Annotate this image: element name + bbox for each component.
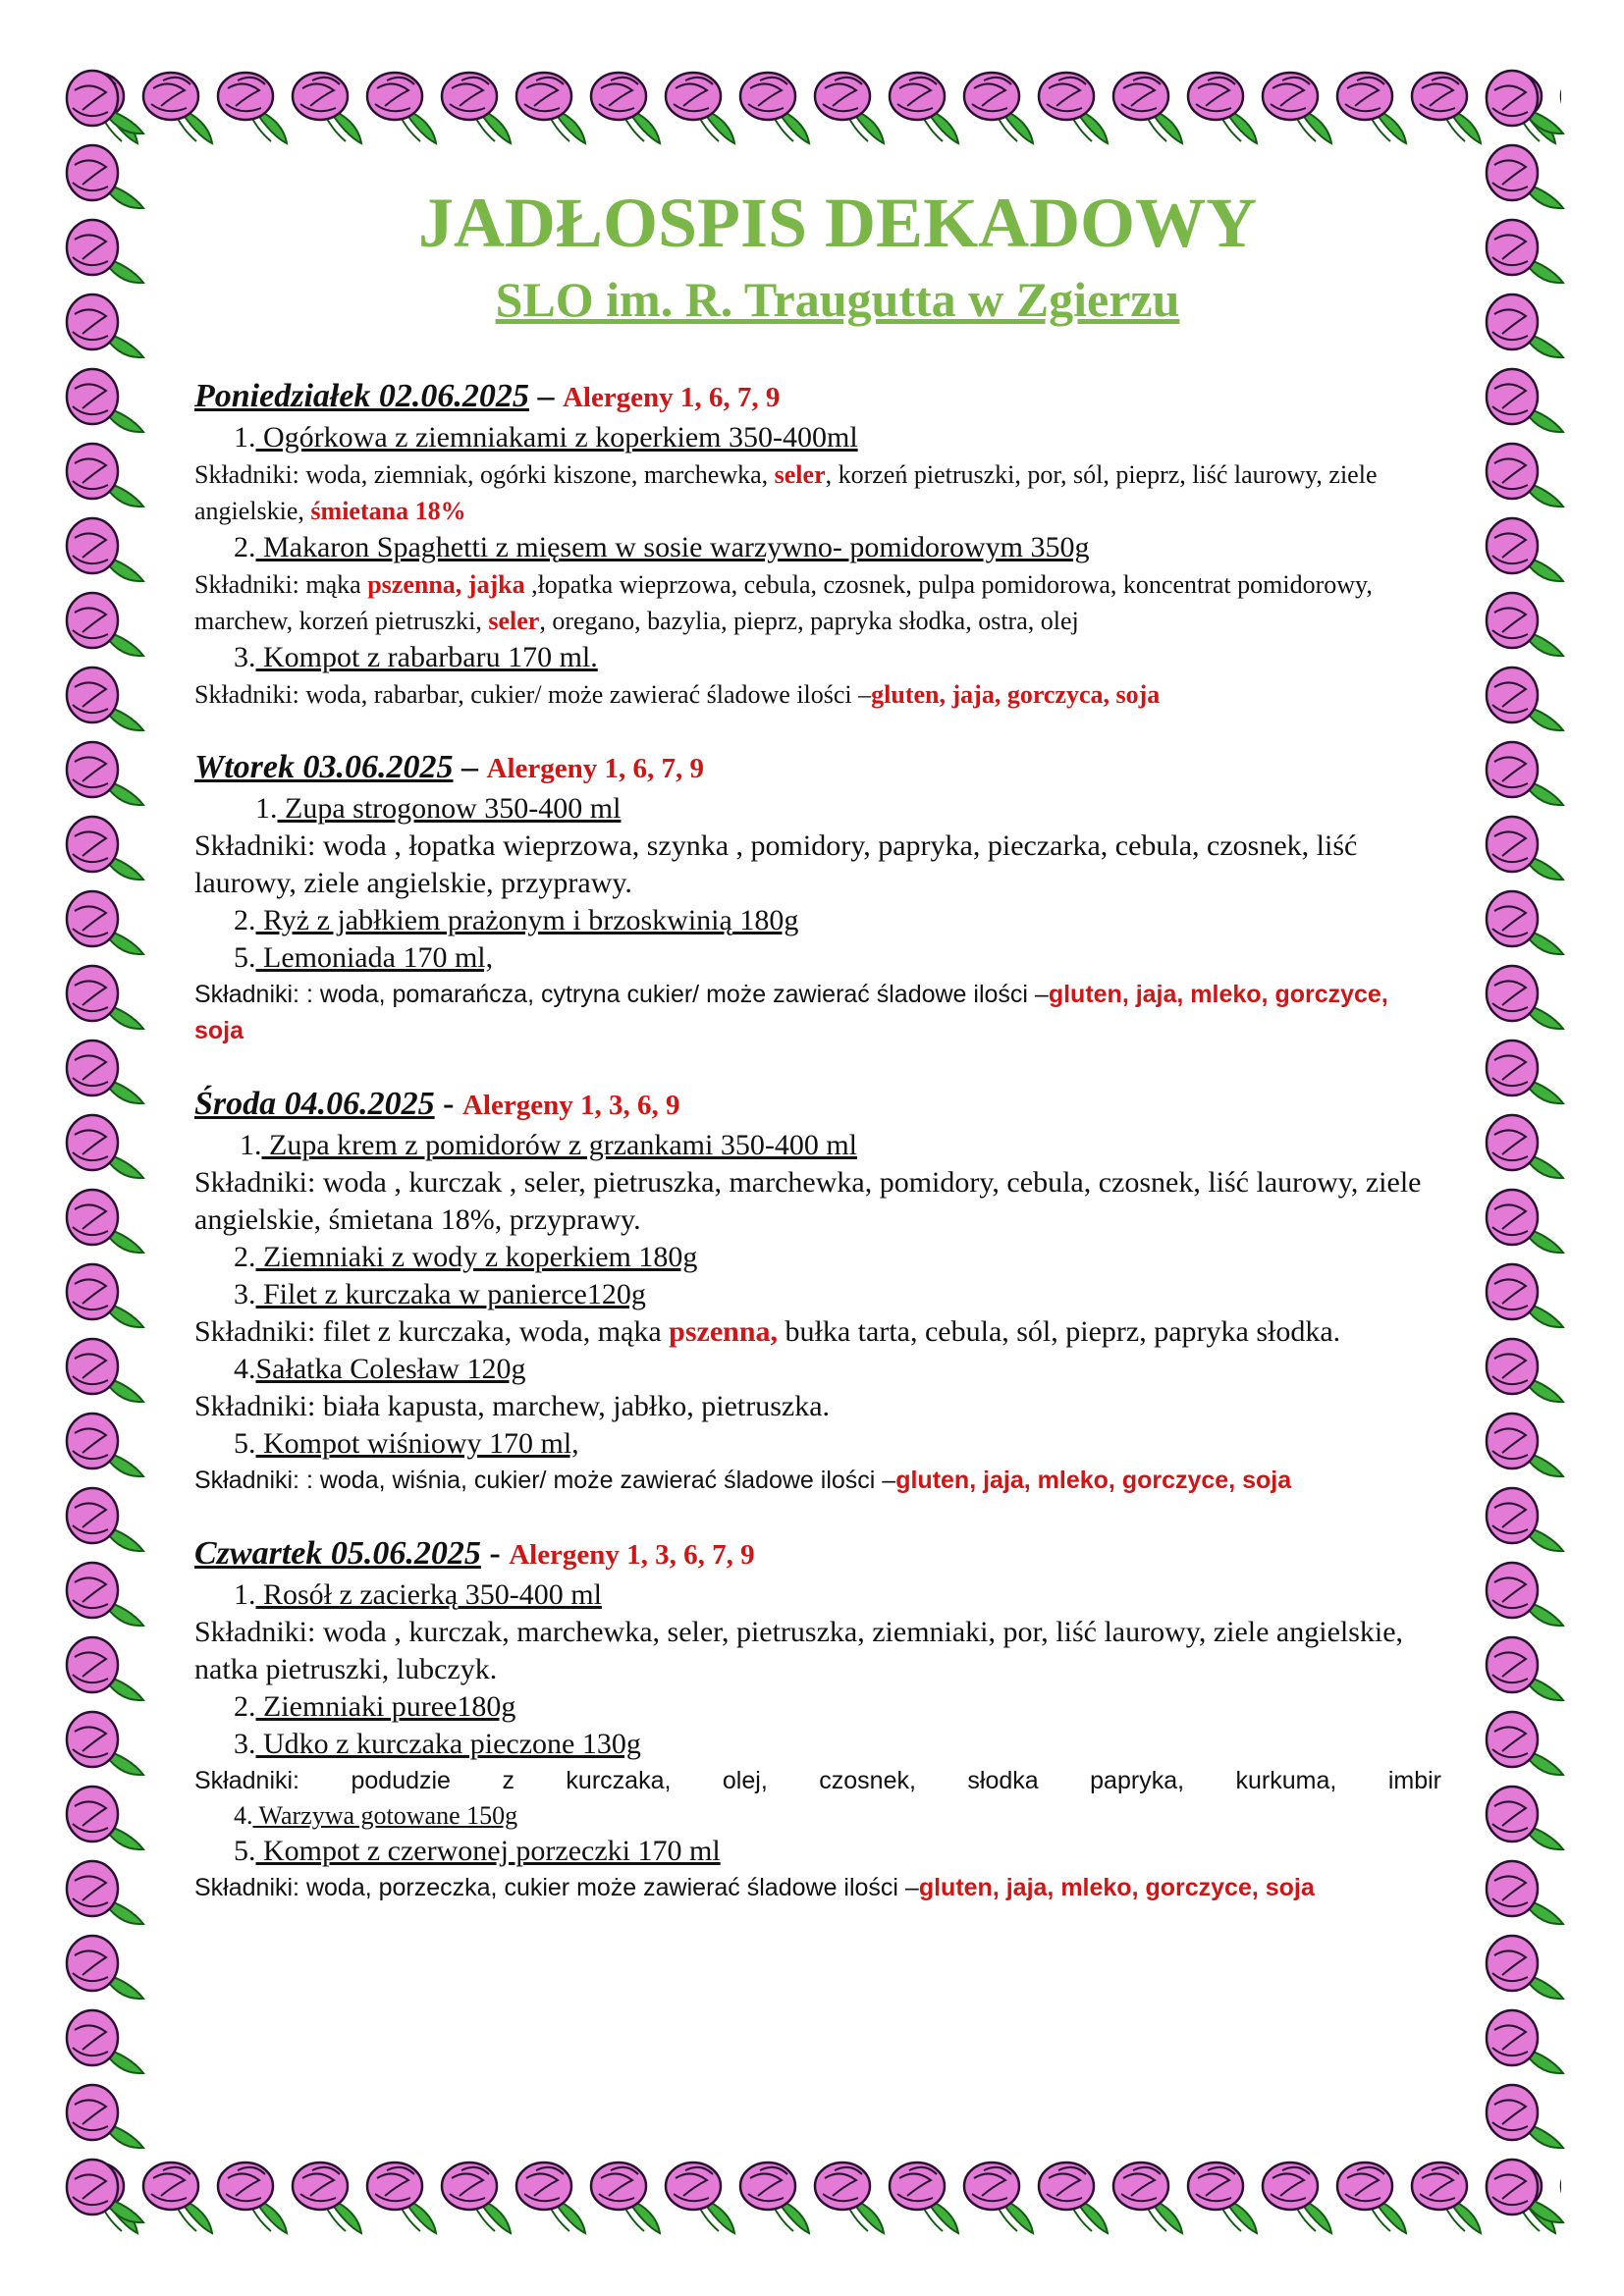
ingredients: [194, 1614, 1441, 1688]
ingredients-label: Składniki:: [194, 1873, 306, 1901]
dish-number: 1.: [234, 1577, 256, 1611]
ingredients: [194, 828, 1441, 902]
allergen-highlight: pszenna,: [669, 1314, 779, 1348]
ingredients: [194, 1463, 1441, 1499]
day-name: Wtorek 03.06.2025: [194, 748, 454, 785]
allergens-label: Alergeny 1, 3, 6, 9: [461, 1089, 680, 1121]
dish-name: Kompot z czerwonej porzeczki 170 ml: [255, 1834, 721, 1867]
ingredients-label: Składniki:: [194, 1314, 323, 1348]
ingredients-text: : woda, pomarańcza, cytryna cukier/ może zawierać śladowe ilości –: [305, 980, 1049, 1008]
ingredients-label: Składniki:: [194, 980, 306, 1008]
flower-border-right-icon: [1479, 65, 1567, 2230]
dish-number: 3.: [234, 1277, 256, 1310]
dish-item: [194, 1833, 1441, 1870]
ingredients-label: Składniki:: [194, 1466, 306, 1494]
ingredients-text: woda , kurczak , seler, pietruszka, marchewka, pomidory, cebula, czosnek, liść laurowy, ziele angielskie, śmietana 18%, przyprawy.: [194, 1165, 1422, 1236]
dish-item: [194, 1351, 1441, 1388]
dish-number: 3.: [234, 1727, 256, 1760]
flower-border-top: [65, 59, 1561, 147]
ingredients-text: woda, rabarbar, cukier/ może zawierać śladowe ilości –: [305, 679, 872, 709]
ingredients: [194, 1313, 1441, 1351]
ingredients-label: Składniki:: [194, 459, 306, 489]
day-tuesday: [194, 746, 1441, 1049]
allergen-highlight: śmietana 18%: [310, 496, 466, 525]
day-header: [194, 746, 1441, 790]
ingredients: [194, 456, 1441, 529]
day-header: [194, 1532, 1441, 1576]
flower-border-left-icon: [59, 65, 147, 2230]
dish-name: Rosół z zacierką 350-400 ml: [255, 1577, 602, 1611]
ingredients-text: filet z kurczaka, woda, mąka: [322, 1314, 670, 1348]
dish-number: 5.: [234, 1834, 256, 1867]
flower-border-bottom-icon: [65, 2149, 1561, 2237]
ingredients: [194, 1763, 1441, 1799]
dish-name: Kompot wiśniowy 170 ml,: [255, 1426, 579, 1460]
flower-border-right: [1479, 65, 1567, 2230]
allergens-label: Alergeny 1, 6, 7, 9: [486, 752, 704, 784]
day-separator: –: [528, 377, 563, 414]
allergen-highlight: seler: [774, 459, 826, 489]
dish-item: [194, 1239, 1441, 1276]
dish-name: Sałatka Colesław 120g: [255, 1352, 526, 1385]
day-thursday: [194, 1532, 1441, 1906]
dish-name: Ogórkowa z ziemniakami z koperkiem 350-400ml: [255, 420, 858, 454]
ingredients: [194, 1388, 1441, 1425]
allergen-highlight: pszenna, jajka: [367, 569, 525, 599]
ingredients-label: Składniki:: [194, 569, 306, 599]
dish-item: [194, 1799, 1441, 1833]
dish-name: Udko z kurczaka pieczone 130g: [255, 1727, 641, 1760]
ingredients-text: woda , łopatka wieprzowa, szynka , pomidory, papryka, pieczarka, cebula, czosnek, liść laurowy, ziele angielskie, przyprawy.: [194, 828, 1358, 899]
dish-number: 4.: [234, 1352, 256, 1385]
ingredients-label: Składniki:: [194, 1766, 352, 1794]
dish-item: [194, 1688, 1441, 1726]
day-name: Czwartek 05.06.2025: [194, 1534, 481, 1572]
ingredients-text: : woda, wiśnia, cukier/ może zawierać śladowe ilości –: [305, 1466, 896, 1494]
ingredients-label: Składniki:: [194, 1389, 323, 1422]
dish-name: Warzywa gotowane 150g: [252, 1800, 518, 1830]
allergen-highlight: gluten, jaja, mleko, gorczyce, soja: [918, 1873, 1315, 1901]
day-wednesday: [194, 1083, 1441, 1499]
dish-name: Filet z kurczaka w panierce120g: [255, 1277, 646, 1310]
ingredients-label: Składniki:: [194, 1615, 323, 1648]
dish-number: 5.: [234, 1426, 256, 1460]
ingredients-text: biała kapusta, marchew, jabłko, pietruszka.: [322, 1389, 831, 1422]
page-title: JADŁOSPIS DEKADOWY: [417, 184, 1258, 262]
dish-number: 1.: [255, 791, 278, 825]
allergen-highlight: gluten, jaja, gorczyca, soja: [871, 679, 1161, 709]
day-separator: -: [480, 1534, 510, 1572]
ingredients-text: ,łopatka wieprzowa, cebula, czosnek, pulpa pomidorowa, koncentrat pomidorowy, marchew, korzeń pietruszki,: [194, 569, 1373, 635]
dish-name: Makaron Spaghetti z mięsem w sosie warzywno- pomidorowym 350g: [255, 530, 1090, 563]
dish-number: 2.: [234, 1689, 256, 1723]
flower-border-bottom: [65, 2149, 1561, 2237]
day-name: Środa 04.06.2025: [194, 1085, 435, 1122]
dish-name: Zupa krem z pomidorów z grzankami 350-400 ml: [261, 1128, 858, 1161]
allergen-highlight: gluten, jaja, mleko, gorczyce, soja: [895, 1466, 1292, 1494]
ingredients-text: mąka: [305, 569, 368, 599]
dish-name: Ziemniaki z wody z koperkiem 180g: [255, 1240, 698, 1273]
dish-item: [194, 529, 1441, 566]
flower-border-top-icon: [65, 59, 1561, 147]
dish-item: [194, 1127, 1441, 1164]
ingredients-text: , oregano, bazylia, pieprz, papryka słodka, ostra, olej: [539, 606, 1079, 635]
dish-item: [194, 939, 1441, 977]
ingredients-text: , korzeń pietruszki, por, sól, pieprz, liść laurowy, ziele angielskie,: [194, 459, 1378, 525]
dish-number: 2.: [234, 903, 256, 936]
day-separator: –: [453, 748, 487, 785]
dish-item: [194, 1726, 1441, 1763]
ingredients: [194, 977, 1441, 1049]
dish-item: [194, 1576, 1441, 1614]
dish-item: [194, 902, 1441, 939]
menu-content: [194, 184, 1441, 1940]
ingredients: [194, 676, 1441, 713]
dish-name: Ryż z jabłkiem prażonym i brzoskwinią 180g: [255, 903, 799, 936]
dish-name: Ziemniaki puree180g: [255, 1689, 516, 1723]
ingredients-text: woda, porzeczka, cukier może zawierać śladowe ilości –: [305, 1873, 919, 1901]
day-separator: -: [434, 1085, 462, 1122]
allergen-highlight: seler: [488, 606, 540, 635]
allergens-label: Alergeny 1, 6, 7, 9: [562, 381, 781, 413]
dish-number: 5.: [234, 940, 256, 974]
dish-number: 1.: [240, 1128, 262, 1161]
day-name: Poniedziałek 02.06.2025: [194, 377, 529, 414]
ingredients: [194, 1870, 1441, 1906]
dish-number: 3.: [234, 640, 256, 673]
dish-item: [194, 1425, 1441, 1463]
dish-item: [194, 1276, 1441, 1313]
day-header: [194, 1083, 1441, 1127]
day-monday: [194, 375, 1441, 713]
page-subtitle: SLO im. R. Traugutta w Zgierzu: [495, 271, 1180, 327]
dish-number: 1.: [234, 420, 256, 454]
allergen-highlight: gluten, jaja, mleko, gorczyce, soja: [194, 980, 1388, 1044]
flower-border-left: [59, 65, 147, 2230]
allergens-label: Alergeny 1, 3, 6, 7, 9: [509, 1538, 755, 1571]
ingredients-text: podudzie z kurczaka, olej, czosnek, słodka papryka, kurkuma, imbir: [351, 1766, 1441, 1794]
ingredients-label: Składniki:: [194, 828, 323, 862]
ingredients-label: Składniki:: [194, 1165, 323, 1199]
dish-item: [194, 419, 1441, 456]
ingredients-text: bułka tarta, cebula, sól, pieprz, papryka słodka.: [778, 1314, 1341, 1348]
dish-name: Kompot z rabarbaru 170 ml.: [255, 640, 598, 673]
dish-number: 2.: [234, 530, 256, 563]
dish-item: [194, 790, 1441, 828]
day-header: [194, 375, 1441, 419]
dish-number: 4.: [234, 1800, 253, 1830]
ingredients-text: woda, ziemniak, ogórki kiszone, marchewka,: [305, 459, 775, 489]
dish-number: 2.: [234, 1240, 256, 1273]
ingredients: [194, 1164, 1441, 1239]
ingredients-label: Składniki:: [194, 679, 306, 709]
dish-item: [194, 639, 1441, 676]
ingredients: [194, 566, 1441, 639]
dish-name: Zupa strogonow 350-400 ml: [277, 791, 622, 825]
ingredients-text: woda , kurczak, marchewka, seler, pietruszka, ziemniaki, por, liść laurowy, ziele angielskie, natka pietruszki, lubczyk.: [194, 1615, 1404, 1685]
dish-name: Lemoniada 170 ml,: [255, 940, 494, 974]
